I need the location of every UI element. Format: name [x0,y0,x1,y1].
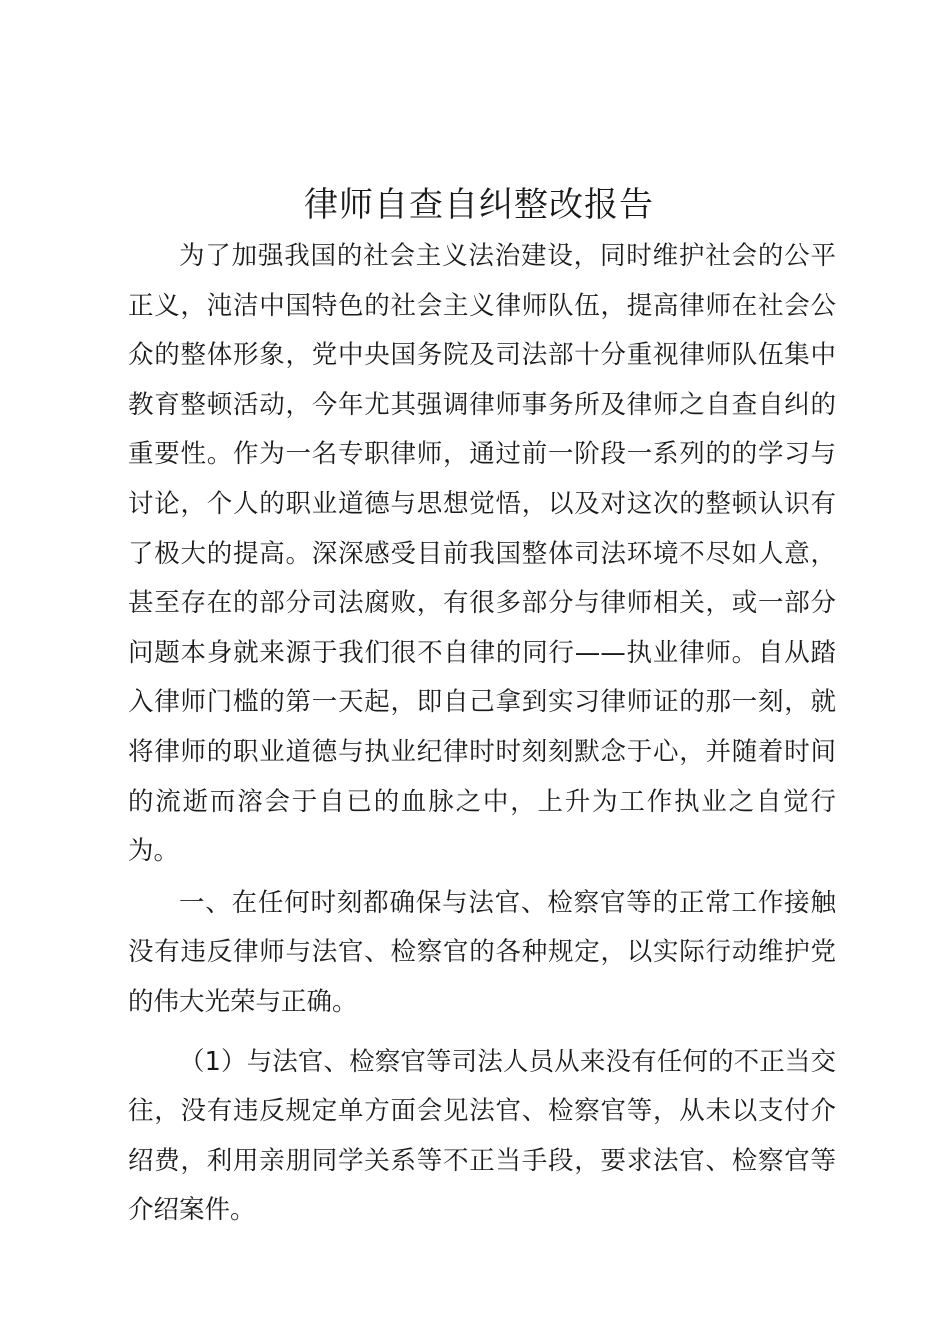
paragraph-intro: 为了加强我国的社会主义法治建设，同时维护社会的公平正义，沌洁中国特色的社会主义律师队伍，提高律师在社会公众的整体形象，党中央国务院及司法部十分重视律师队伍集中教育整顿活动，今年尤其强调律师事务所及律师之自查自纠的重要性。作为一名专职律师，通过前一阶段一系列的的学习与讨论，个人的职业道德与思想觉悟，以及对这次的整顿认识有了极大的提高。深深感受目前我国整体司法环境不尽如人意，甚至存在的部分司法腐败，有很多部分与律师相关，或一部分问题本身就来源于我们很不自律的同行——执业律师。自从踏入律师门槛的第一天起，即自己拿到实习律师证的那一刻，就将律师的职业道德与执业纪律时时刻刻默念于心，并随着时间的流逝而溶会于自已的血脉之中，上升为工作执业之自觉行为。 [128,241,836,867]
paragraph-section-1: 一、在任何时刻都确保与法官、检察官等的正常工作接触没有违反律师与法官、检察官的各种规定，以实际行动维护党的伟大光荣与正确。 [128,887,836,1017]
document-body [128,232,836,1236]
document-title: 律师自查自纠整改报告 [304,185,654,225]
paragraph-item-1: （1）与法官、检察官等司法人员从来没有任何的不正当交往，没有违反规定单方面会见法官、检察官等，从未以支付介绍费，利用亲朋同学关系等不正当手段，要求法官、检察官等介绍案件。 [128,1046,836,1226]
